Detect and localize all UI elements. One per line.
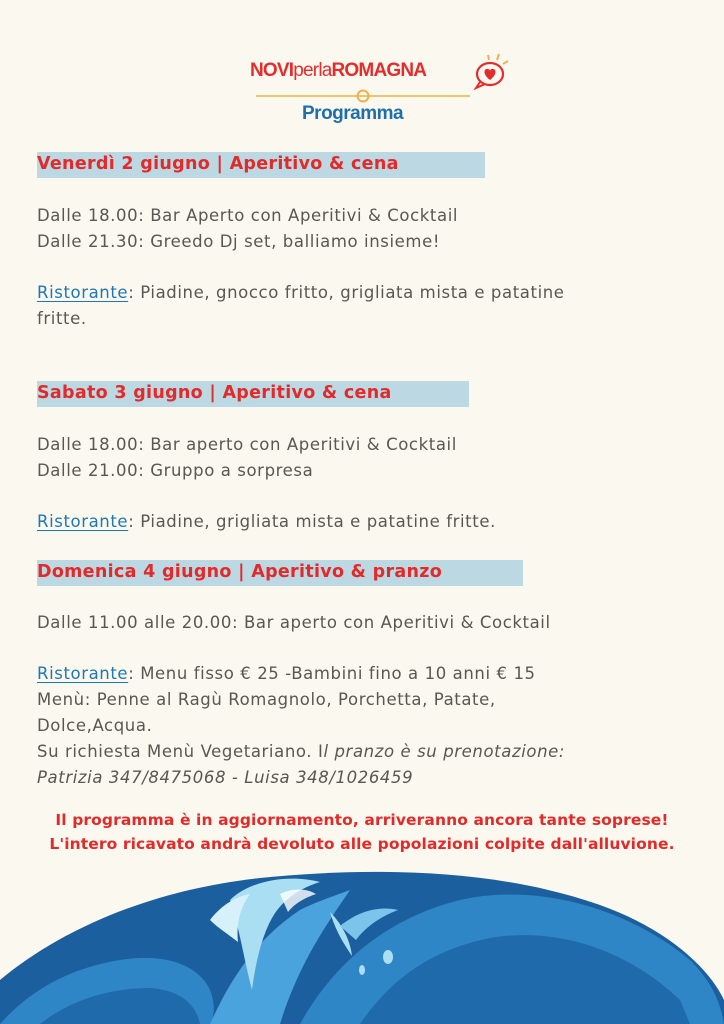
- restaurant-link[interactable]: Ristorante: [37, 512, 129, 531]
- schedule-line: Dalle 21.30: Greedo Dj set, balliamo insieme!: [37, 232, 441, 251]
- heart-bubble-icon: [466, 52, 514, 92]
- menu-line: Menù: Penne al Ragù Romagnolo, Porchetta, Patate,: [37, 690, 496, 709]
- restaurant-link[interactable]: Ristorante: [37, 664, 129, 683]
- schedule-line: Dalle 18.00: Bar Aperto con Aperitivi & Cocktail: [37, 206, 459, 225]
- donation-note: L'intero ricavato andrà devoluto alle popolazioni colpite dall'alluvione.: [49, 835, 675, 853]
- day-heading-band: [37, 560, 523, 586]
- day-heading: Venerdì 2 giugno | Aperitivo & cena: [37, 154, 399, 174]
- vegetarian-line: Su richiesta Menù Vegetariano. Il pranzo è su prenotazione:: [37, 742, 566, 761]
- restaurant-line: Ristorante: Menu fisso € 25 -Bambini fino a 10 anni € 15: [37, 664, 536, 683]
- wave-illustration: [0, 860, 724, 1024]
- day-heading-band: [37, 152, 485, 178]
- ring-icon: [355, 88, 371, 104]
- schedule-line: Dalle 21.00: Gruppo a sorpresa: [37, 461, 314, 480]
- restaurant-line: Ristorante: Piadine, gnocco fritto, grigliata mista e patatine: [37, 283, 565, 302]
- menu-line: Dolce,Acqua.: [37, 716, 153, 735]
- restaurant-line-cont: fritte.: [37, 309, 87, 328]
- program-title: Programma: [302, 103, 404, 124]
- contacts-line: Patrizia 347/8475068 - Luisa 348/1026459: [37, 768, 414, 787]
- logo-title: NOVIperlaROMAGNA: [250, 60, 427, 81]
- restaurant-line: Ristorante: Piadine, grigliata mista e patatine fritte.: [37, 512, 496, 531]
- day-heading-band: [37, 381, 469, 407]
- update-note: Il programma è in aggiornamento, arriveranno ancora tante soprese!: [55, 811, 669, 829]
- day-heading: Domenica 4 giugno | Aperitivo & pranzo: [37, 562, 443, 582]
- schedule-line: Dalle 11.00 alle 20.00: Bar aperto con Aperitivi & Cocktail: [37, 613, 551, 632]
- restaurant-link[interactable]: Ristorante: [37, 283, 129, 302]
- schedule-line: Dalle 18.00: Bar aperto con Aperitivi & Cocktail: [37, 435, 457, 454]
- day-heading: Sabato 3 giugno | Aperitivo & cena: [37, 383, 392, 403]
- logo: [250, 52, 510, 132]
